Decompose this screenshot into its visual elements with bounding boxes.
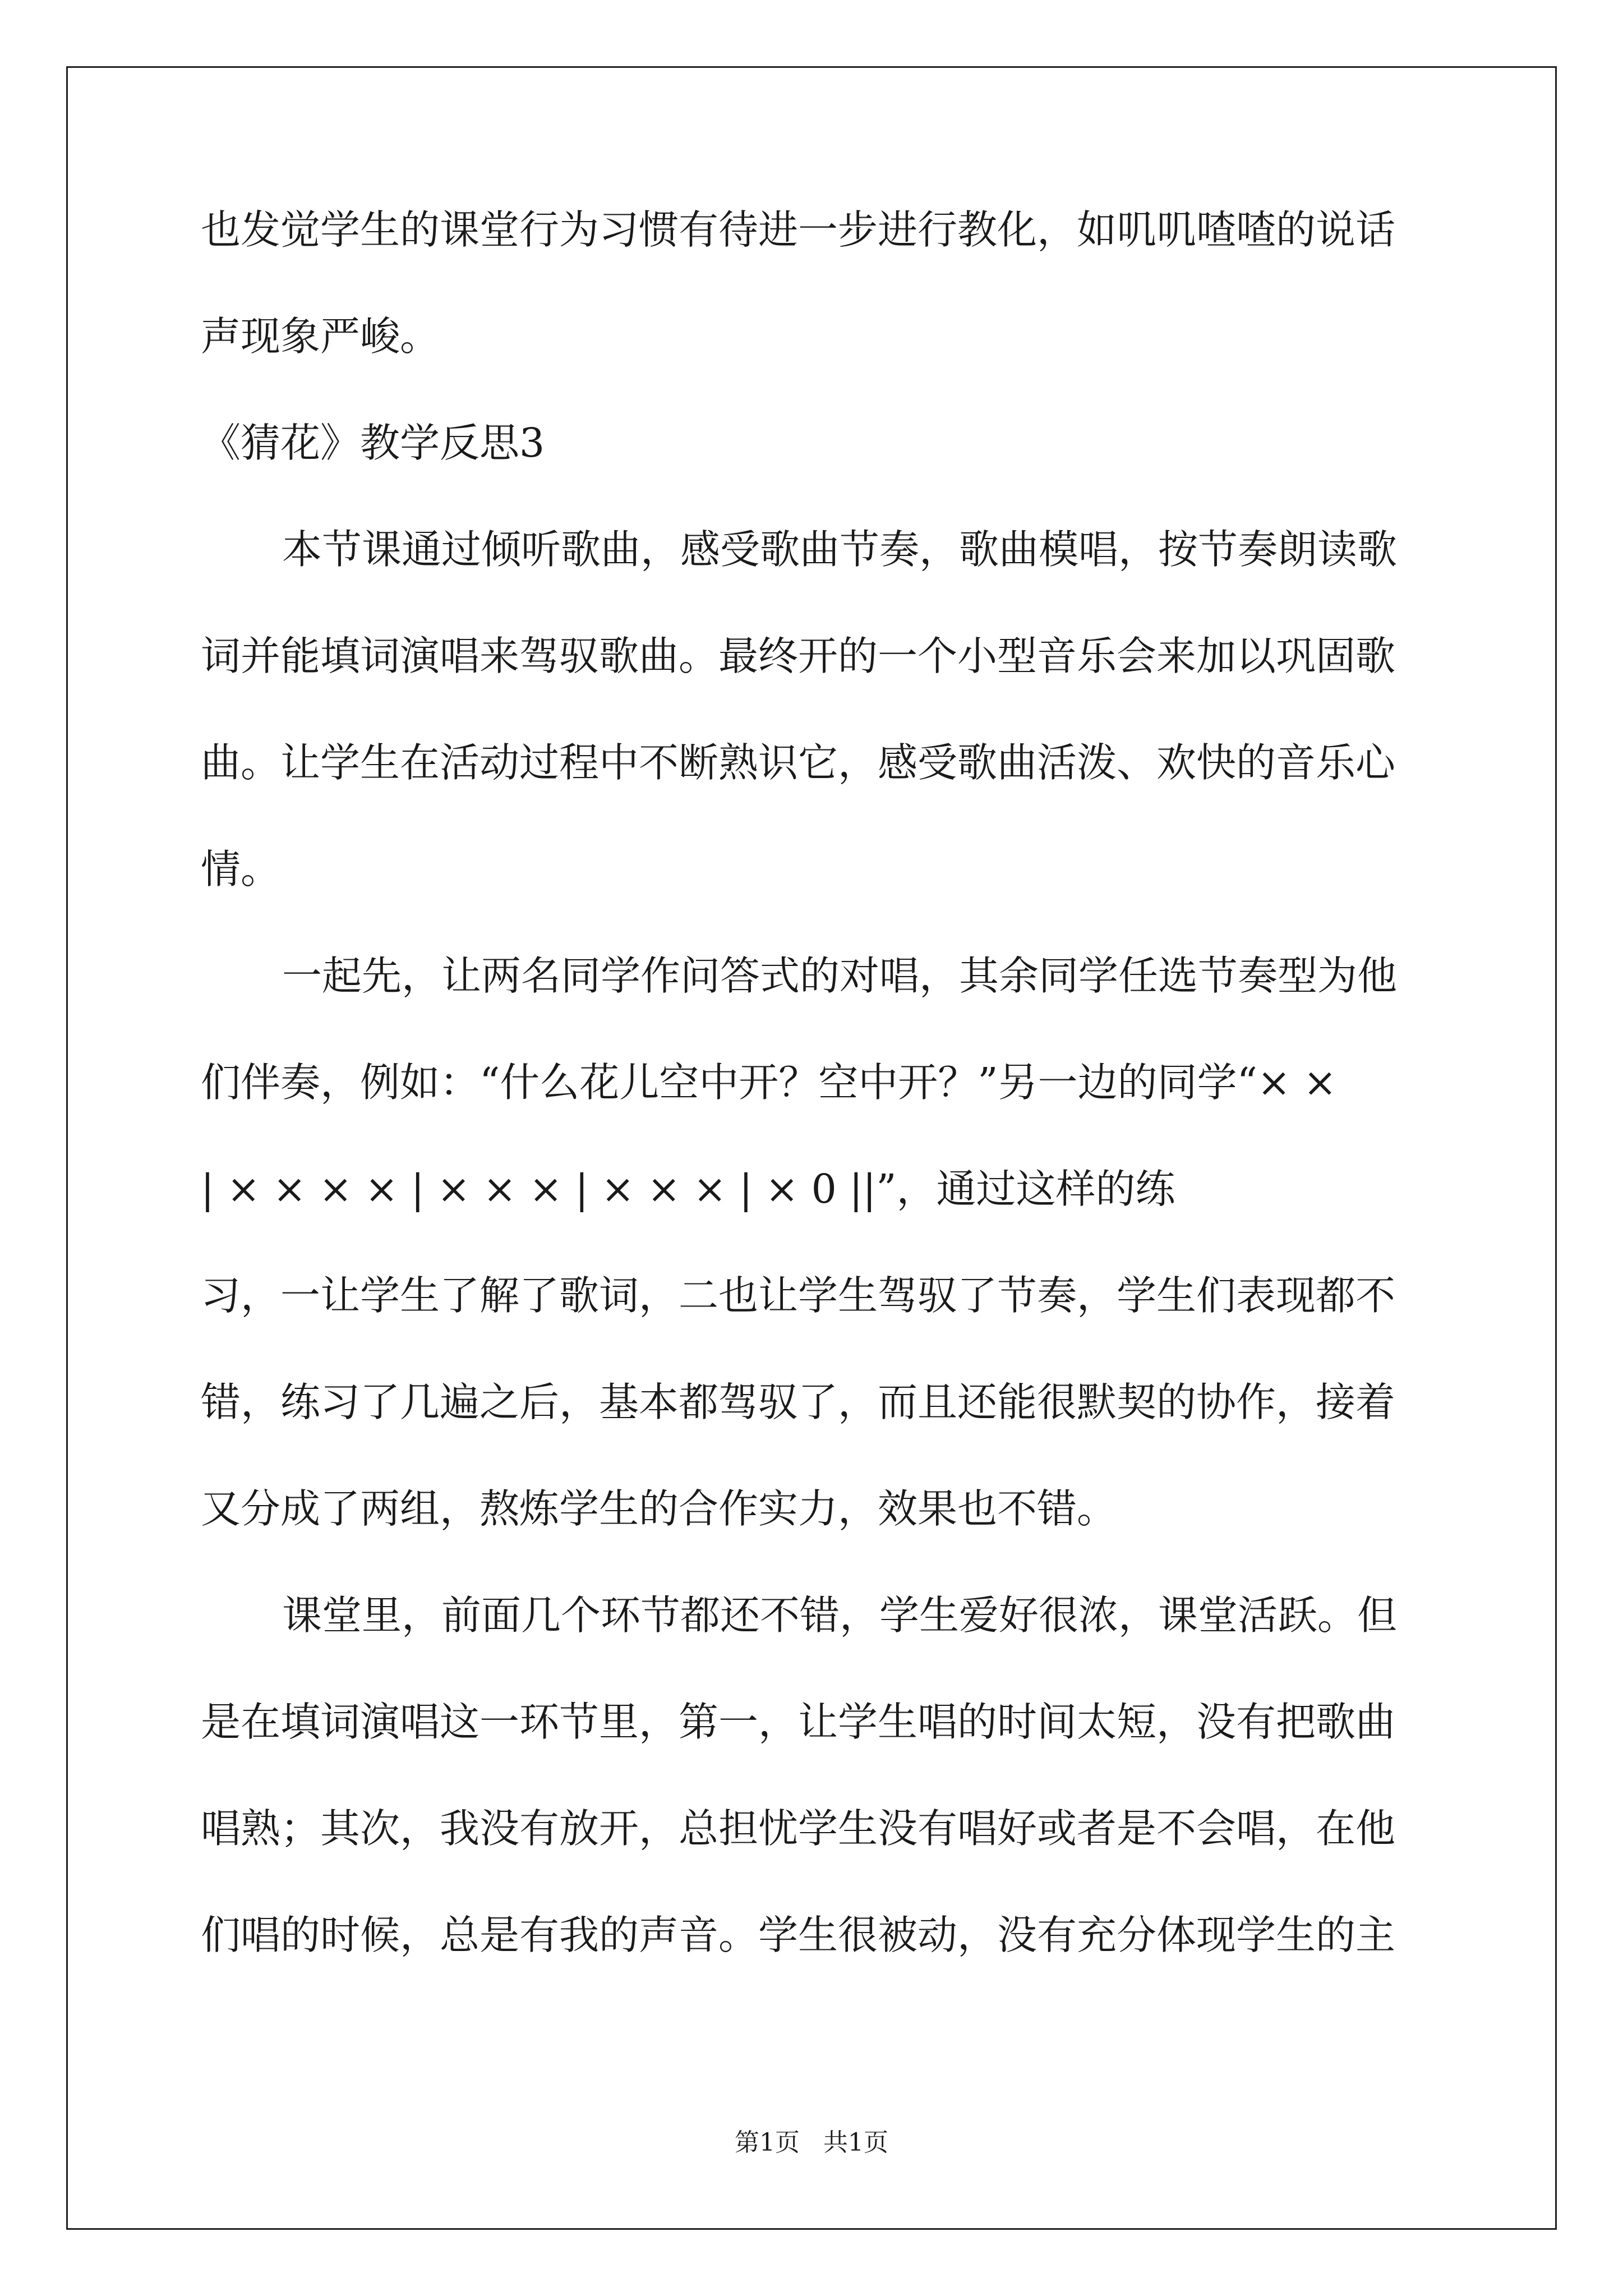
text-line: 唱熟；其次，我没有放开，总担忧学生没有唱好或者是不会唱，在他 <box>201 1805 1396 1852</box>
text-line: | × × × × | × × × | × × × | × 0 ||”，通过这样的练 <box>201 1166 1175 1212</box>
page-total: 共1页 <box>823 2128 888 2157</box>
text-line: 错，练习了几遍之后，基本都驾驭了，而且还能很默契的协作，接着 <box>201 1379 1396 1425</box>
text-line: 情。 <box>201 846 281 892</box>
text-line: 本节课通过倾听歌曲，感受歌曲节奏，歌曲模唱，按节奏朗读歌 <box>282 526 1398 573</box>
page-footer <box>0 2126 1623 2160</box>
text-line: 们伴奏，例如：“什么花儿空中开？空中开？”另一边的同学“× × <box>201 1059 1337 1106</box>
text-line: 课堂里，前面几个环节都还不错，学生爱好很浓，课堂活跃。但 <box>282 1592 1398 1639</box>
text-line: 们唱的时候，总是有我的声音。学生很被动，没有充分体现学生的主 <box>201 1912 1396 1958</box>
text-line: 又分成了两组，熬炼学生的合作实力，效果也不错。 <box>201 1485 1117 1532</box>
page-number: 第1页 <box>735 2128 800 2157</box>
text-line: 一起先，让两名同学作问答式的对唱，其余同学任选节奏型为他 <box>282 953 1398 999</box>
text-line: 习，一让学生了解了歌词，二也让学生驾驭了节奏，学生们表现都不 <box>201 1272 1396 1319</box>
text-line: 词并能填词演唱来驾驭歌曲。最终开的一个小型音乐会来加以巩固歌 <box>201 633 1396 679</box>
text-line: 也发觉学生的课堂行为习惯有待进一步进行教化，如叽叽喳喳的说话 <box>201 206 1396 253</box>
text-line: 曲。让学生在活动过程中不断熟识它，感受歌曲活泼、欢快的音乐心 <box>201 739 1396 786</box>
text-line: 是在填词演唱这一环节里，第一，让学生唱的时间太短，没有把歌曲 <box>201 1699 1396 1745</box>
section-heading: 《猜花》教学反思3 <box>201 420 545 466</box>
text-line: 声现象严峻。 <box>201 313 440 360</box>
